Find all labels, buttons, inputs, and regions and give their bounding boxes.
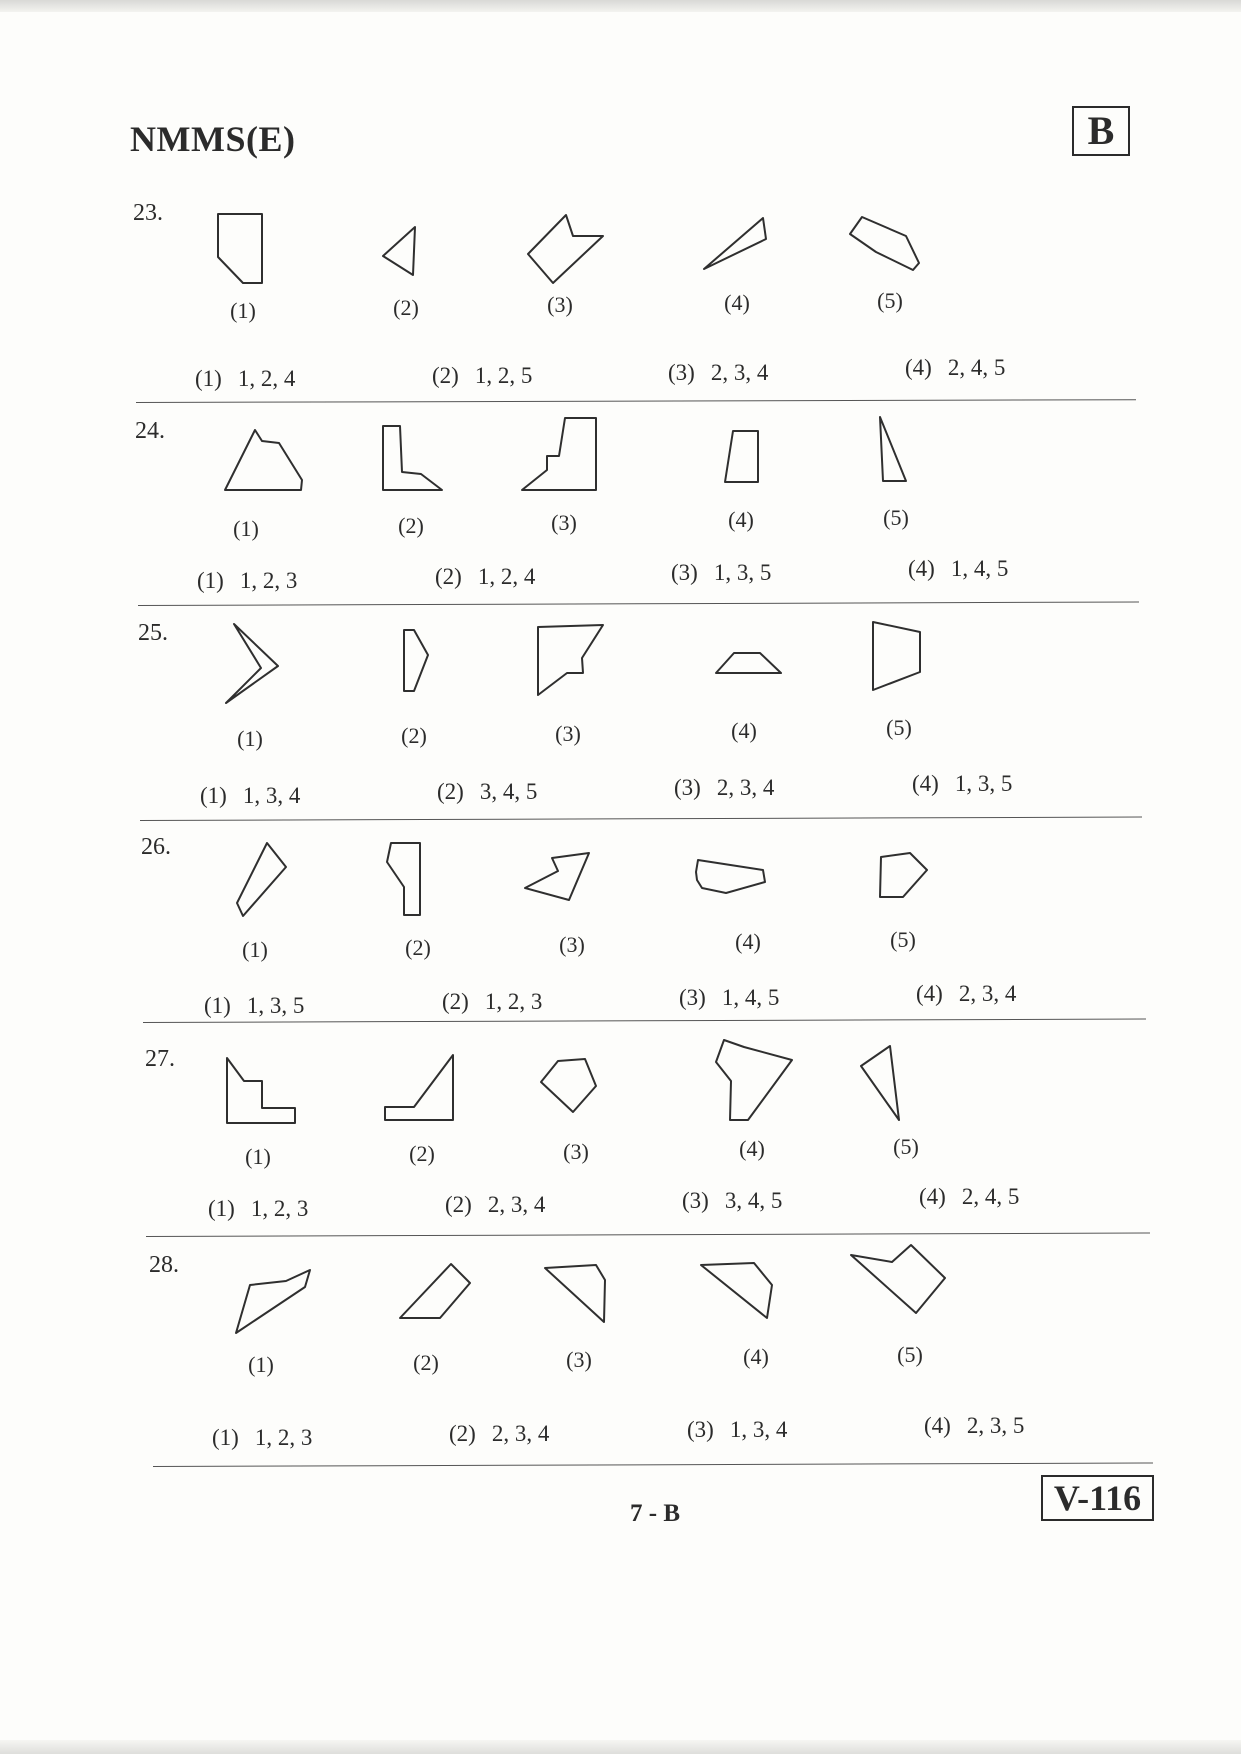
q24-figure-label-2: (2) bbox=[398, 513, 424, 538]
q28-figure-4 bbox=[701, 1263, 772, 1318]
q28-figure-label-1: (1) bbox=[248, 1352, 274, 1377]
q24-figure-2 bbox=[383, 426, 442, 490]
q28-figure-1 bbox=[236, 1270, 310, 1333]
question-number-27: 27. bbox=[145, 1046, 175, 1072]
option-number: (2) bbox=[442, 989, 469, 1014]
q26-figure-label-1: (1) bbox=[242, 937, 268, 962]
q24-figure-label-5: (5) bbox=[883, 505, 909, 530]
q27-figure-label-4: (4) bbox=[739, 1136, 765, 1161]
q27-figure-4 bbox=[716, 1040, 792, 1120]
q27-figure-label-2: (2) bbox=[409, 1141, 435, 1166]
option-number: (2) bbox=[432, 363, 459, 388]
option-number: (4) bbox=[908, 556, 935, 581]
option-text: 2, 3, 4 bbox=[710, 360, 769, 385]
q23-figure-label-4: (4) bbox=[724, 290, 750, 315]
q23-figure-label-1: (1) bbox=[230, 298, 256, 323]
q28-figure-label-2: (2) bbox=[413, 1350, 439, 1375]
q28-figure-3 bbox=[545, 1265, 605, 1322]
option-number: (2) bbox=[437, 779, 464, 804]
q26-figure-label-5: (5) bbox=[890, 927, 916, 952]
q27-figure-label-3: (3) bbox=[563, 1139, 589, 1164]
set-code-box: B bbox=[1072, 106, 1130, 156]
q24-figure-5 bbox=[880, 417, 906, 481]
q28-figure-2 bbox=[400, 1264, 470, 1318]
option-text: 1, 2, 3 bbox=[239, 568, 298, 593]
option-text: 3, 4, 5 bbox=[479, 779, 538, 804]
q26-figure-5 bbox=[880, 853, 927, 897]
q23-figure-2 bbox=[383, 227, 415, 275]
option-number: (1) bbox=[212, 1425, 239, 1450]
q27-figure-label-5: (5) bbox=[893, 1134, 919, 1159]
option-text: 1, 3, 4 bbox=[242, 783, 301, 808]
exam-title: NMMS(E) bbox=[130, 119, 296, 159]
option-number: (3) bbox=[682, 1188, 709, 1213]
option-text: 1, 2, 5 bbox=[474, 363, 533, 388]
q23-option-1[interactable] bbox=[195, 366, 295, 392]
option-number: (3) bbox=[671, 560, 698, 585]
q23-figure-label-3: (3) bbox=[547, 292, 573, 317]
q23-option-4[interactable] bbox=[905, 355, 1005, 381]
q24-figure-label-1: (1) bbox=[233, 516, 259, 541]
q26-figure-3 bbox=[525, 853, 589, 900]
q28-figure-5 bbox=[851, 1245, 945, 1313]
q28-option-4[interactable] bbox=[924, 1413, 1024, 1439]
option-text: 1, 3, 5 bbox=[713, 560, 772, 585]
q25-figure-1 bbox=[226, 624, 278, 703]
q24-figure-3 bbox=[522, 418, 596, 490]
q24-option-1[interactable] bbox=[197, 568, 297, 594]
q27-figure-label-1: (1) bbox=[245, 1144, 271, 1169]
option-number: (2) bbox=[449, 1421, 476, 1446]
q28-option-2[interactable] bbox=[449, 1421, 549, 1447]
q26-figure-4 bbox=[696, 860, 765, 893]
q24-figure-label-3: (3) bbox=[551, 510, 577, 535]
option-number: (1) bbox=[197, 568, 224, 593]
q27-option-2[interactable] bbox=[445, 1192, 545, 1218]
question-number-26: 26. bbox=[141, 834, 171, 860]
question-number-25: 25. bbox=[138, 620, 168, 646]
option-number: (3) bbox=[674, 775, 701, 800]
option-number: (1) bbox=[204, 993, 231, 1018]
option-text: 2, 3, 4 bbox=[958, 981, 1017, 1006]
option-text: 1, 4, 5 bbox=[950, 556, 1009, 581]
q23-option-2[interactable] bbox=[432, 363, 532, 389]
q28-figure-label-5: (5) bbox=[897, 1342, 923, 1367]
option-number: (1) bbox=[208, 1196, 235, 1221]
q25-figure-5 bbox=[873, 622, 920, 690]
q23-figure-4 bbox=[704, 218, 766, 269]
scan-bottom-edge bbox=[0, 1740, 1241, 1754]
q27-option-1[interactable] bbox=[208, 1196, 308, 1222]
q24-figure-4 bbox=[725, 431, 758, 482]
option-text: 1, 2, 3 bbox=[254, 1425, 313, 1450]
option-text: 2, 3, 4 bbox=[491, 1421, 550, 1446]
question-number-28: 28. bbox=[149, 1252, 179, 1278]
q26-figure-label-3: (3) bbox=[559, 932, 585, 957]
question-number-24: 24. bbox=[135, 418, 165, 444]
option-number: (2) bbox=[445, 1192, 472, 1217]
question-number-23: 23. bbox=[133, 200, 163, 226]
option-number: (1) bbox=[195, 366, 222, 391]
option-number: (4) bbox=[924, 1413, 951, 1438]
q25-option-1[interactable] bbox=[200, 783, 300, 809]
q26-figure-label-4: (4) bbox=[735, 929, 761, 954]
page-number: 7 - B bbox=[630, 1500, 680, 1527]
q26-figure-2 bbox=[387, 843, 420, 915]
q28-option-3[interactable] bbox=[687, 1417, 787, 1443]
option-text: 1, 2, 3 bbox=[250, 1196, 309, 1221]
q25-figure-2 bbox=[404, 630, 428, 691]
option-text: 1, 2, 4 bbox=[477, 564, 536, 589]
option-text: 1, 3, 5 bbox=[246, 993, 305, 1018]
q24-figure-1 bbox=[225, 430, 302, 490]
option-text: 1, 2, 4 bbox=[237, 366, 296, 391]
option-text: 1, 4, 5 bbox=[721, 985, 780, 1010]
q23-figure-3 bbox=[528, 215, 603, 283]
q23-figure-label-5: (5) bbox=[877, 288, 903, 313]
q24-option-2[interactable] bbox=[435, 564, 535, 590]
q25-option-2[interactable] bbox=[437, 779, 537, 805]
option-text: 1, 3, 4 bbox=[729, 1417, 788, 1442]
q23-figure-1 bbox=[218, 214, 262, 283]
q27-option-4[interactable] bbox=[919, 1184, 1019, 1210]
q26-figure-1 bbox=[237, 843, 286, 916]
option-number: (4) bbox=[919, 1184, 946, 1209]
q25-option-3[interactable] bbox=[674, 775, 774, 801]
q25-figure-label-1: (1) bbox=[237, 726, 263, 751]
q25-figure-label-4: (4) bbox=[731, 718, 757, 743]
q25-figure-3 bbox=[538, 625, 603, 695]
option-text: 1, 2, 3 bbox=[484, 989, 543, 1014]
q25-figure-label-2: (2) bbox=[401, 723, 427, 748]
q27-figure-2 bbox=[385, 1055, 453, 1120]
option-number: (1) bbox=[200, 783, 227, 808]
q25-figure-label-5: (5) bbox=[886, 715, 912, 740]
q23-figure-5 bbox=[850, 217, 919, 270]
q24-figure-label-4: (4) bbox=[728, 507, 754, 532]
q25-option-4[interactable] bbox=[912, 771, 1012, 797]
option-number: (2) bbox=[435, 564, 462, 589]
q24-option-4[interactable] bbox=[908, 556, 1008, 582]
q26-option-3[interactable] bbox=[679, 985, 779, 1011]
option-number: (4) bbox=[905, 355, 932, 380]
q26-figure-label-2: (2) bbox=[405, 935, 431, 960]
option-text: 2, 4, 5 bbox=[961, 1184, 1020, 1209]
q23-figure-label-2: (2) bbox=[393, 295, 419, 320]
q28-figure-label-4: (4) bbox=[743, 1344, 769, 1369]
booklet-code-box: V-116 bbox=[1041, 1475, 1154, 1521]
q27-option-3[interactable] bbox=[682, 1188, 782, 1214]
q28-figure-label-3: (3) bbox=[566, 1347, 592, 1372]
q27-figure-1 bbox=[227, 1058, 295, 1123]
option-text: 2, 3, 5 bbox=[966, 1413, 1025, 1438]
q26-option-2[interactable] bbox=[442, 989, 542, 1015]
q28-option-1[interactable] bbox=[212, 1425, 312, 1451]
option-text: 3, 4, 5 bbox=[724, 1188, 783, 1213]
q23-option-3[interactable] bbox=[668, 360, 768, 386]
q27-figure-3 bbox=[541, 1059, 596, 1112]
option-text: 2, 3, 4 bbox=[716, 775, 775, 800]
q27-figure-5 bbox=[861, 1046, 899, 1120]
option-number: (4) bbox=[916, 981, 943, 1006]
option-number: (3) bbox=[668, 360, 695, 385]
option-text: 2, 4, 5 bbox=[947, 355, 1006, 380]
q26-option-4[interactable] bbox=[916, 981, 1016, 1007]
option-text: 2, 3, 4 bbox=[487, 1192, 546, 1217]
q25-figure-4 bbox=[716, 653, 781, 673]
option-number: (3) bbox=[679, 985, 706, 1010]
option-number: (4) bbox=[912, 771, 939, 796]
q26-option-1[interactable] bbox=[204, 993, 304, 1019]
option-number: (3) bbox=[687, 1417, 714, 1442]
q24-option-3[interactable] bbox=[671, 560, 771, 586]
q25-figure-label-3: (3) bbox=[555, 721, 581, 746]
option-text: 1, 3, 5 bbox=[954, 771, 1013, 796]
